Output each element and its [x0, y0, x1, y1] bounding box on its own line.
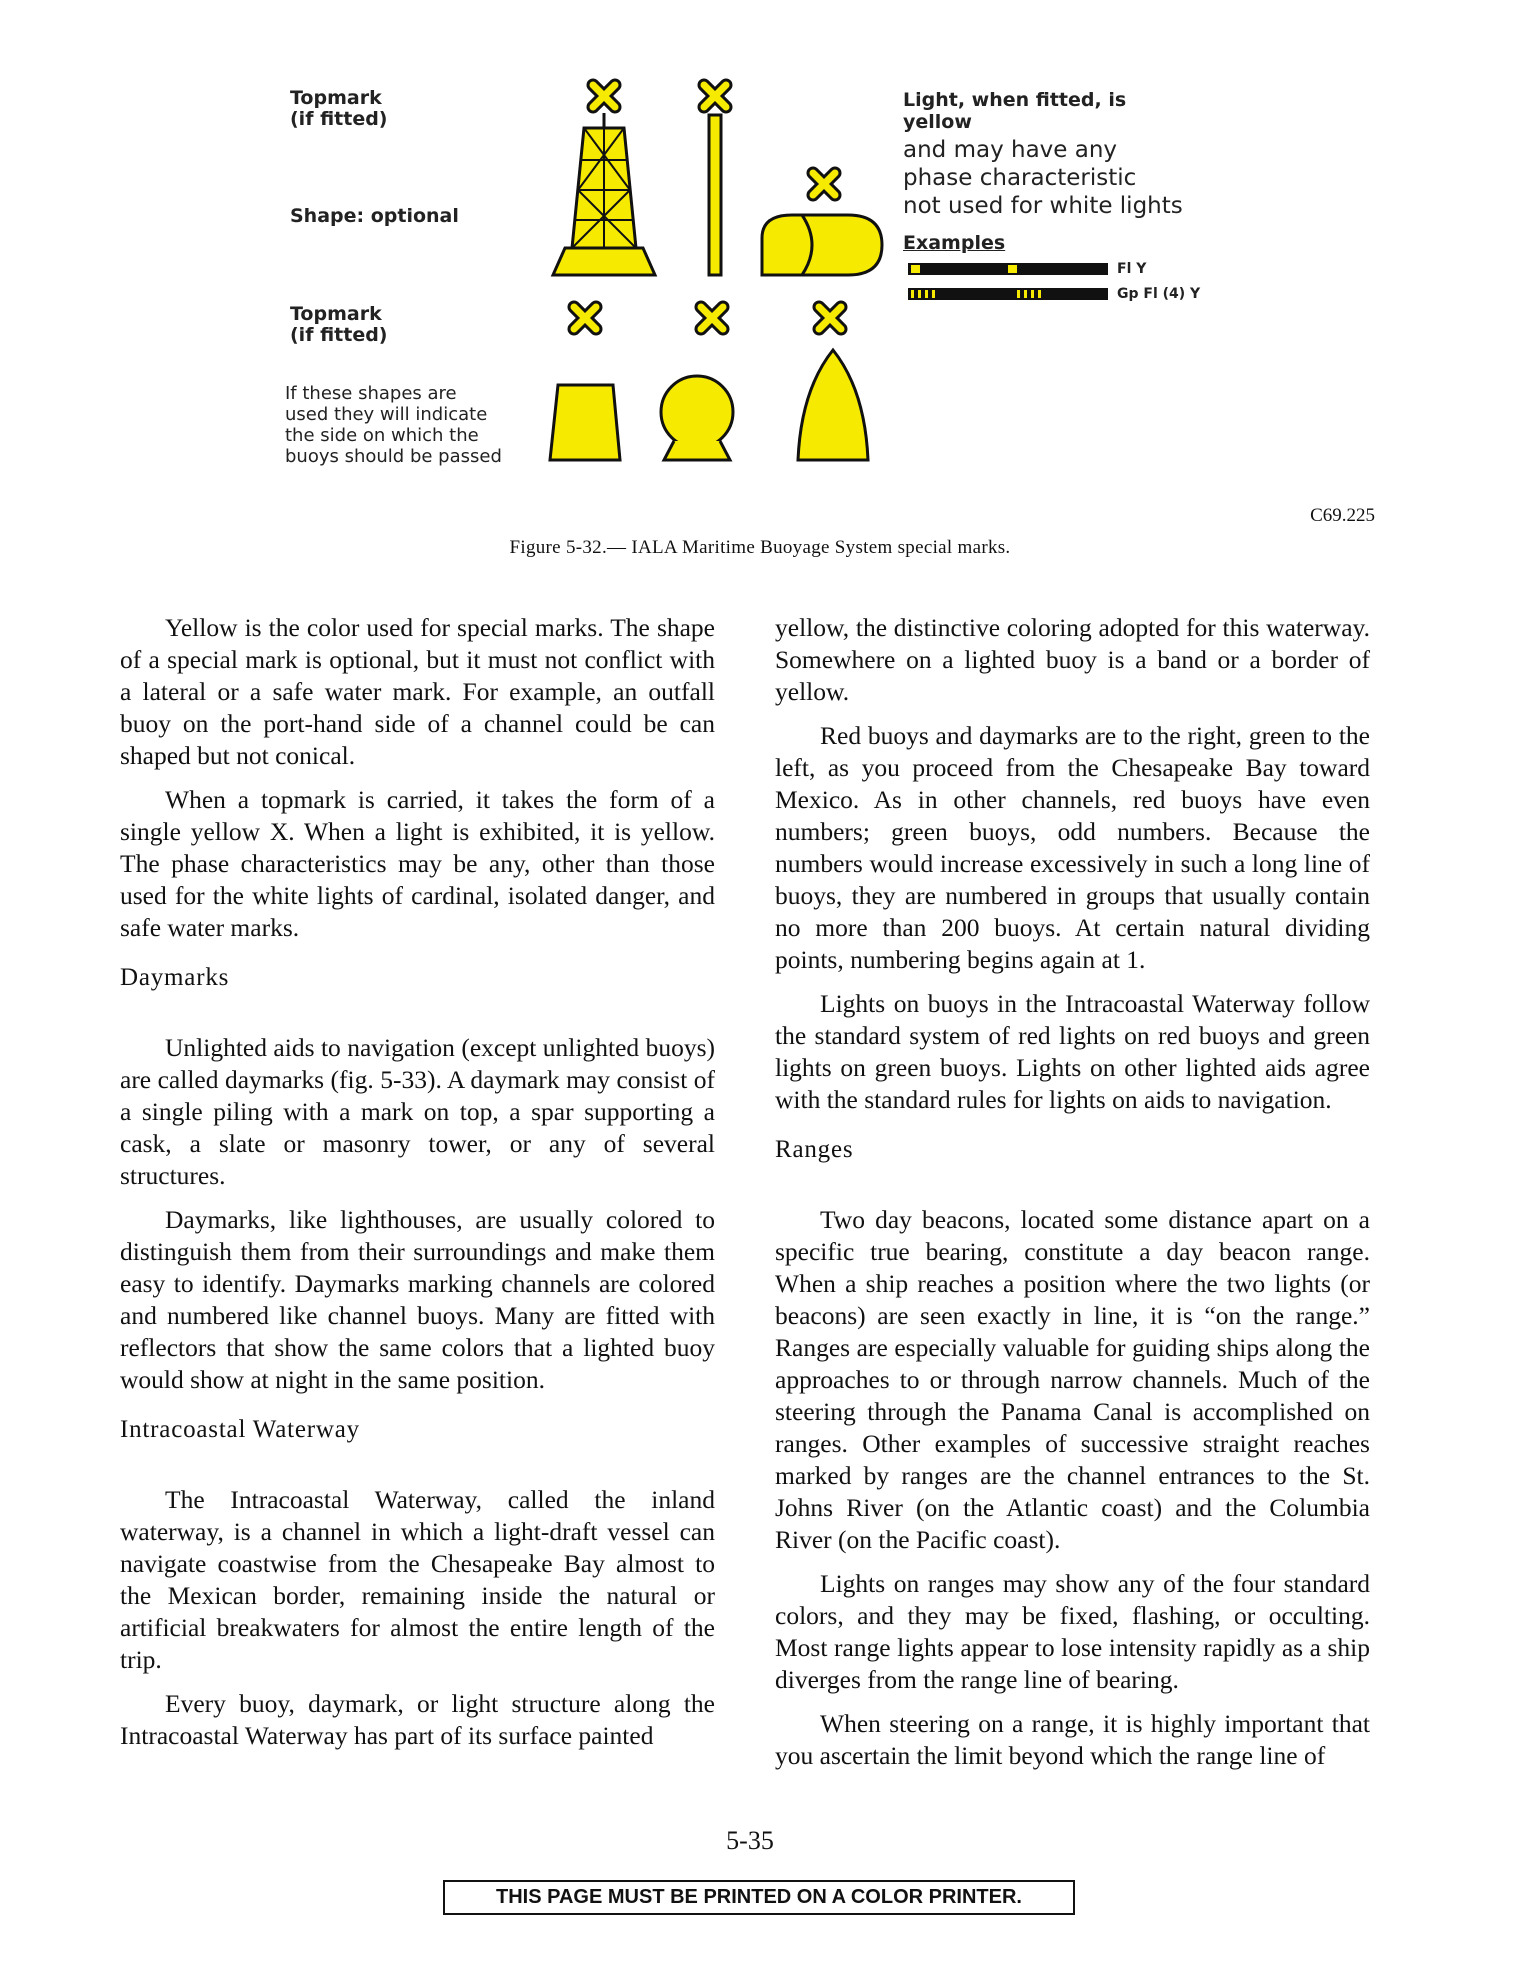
section-heading-intracoastal-waterway: Intracoastal Waterway	[120, 1416, 360, 1443]
topmark-x-icon	[704, 85, 726, 107]
topmark-x-icon	[574, 307, 596, 329]
topmark-x-icon	[701, 307, 723, 329]
shape-optional-label: Shape: optional	[290, 205, 459, 227]
color-printer-notice: THIS PAGE MUST BE PRINTED ON A COLOR PRINTER.	[443, 1880, 1075, 1915]
conical-buoy-icon	[798, 350, 868, 460]
example-fl-y-label: Fl Y	[1117, 261, 1147, 277]
example-gp-fl-4-y-label: Gp Fl (4) Y	[1117, 286, 1201, 302]
paragraph: Every buoy, daymark, or light structure along the Intracoastal Waterway has part of its surface painted	[120, 1689, 715, 1750]
spar-buoy-icon	[709, 115, 721, 275]
paragraph: Red buoys and daymarks are to the right, green to the left, as you proceed from the Chesapeake Bay toward Mexico. As in other channels, red buoys have even numbers; green buoys, odd numbers. Because the numbers would increase excessively in such a long line of buoys, they are numbered in groups that usually contain no more than 200 buoys. At certain natural dividing points, numbering begins again at 1.	[775, 721, 1370, 974]
barrel-buoy-icon	[762, 215, 882, 275]
left-column	[120, 612, 715, 1764]
topmark-label-upper: Topmark (if fitted)	[290, 87, 388, 130]
paragraph: Lights on ranges may show any of the four standard colors, and they may be fixed, flashing, or occulting. Most range lights appear to lose intensity rapidly as a ship diverges from the range line of bearing.	[775, 1569, 1370, 1694]
section-heading-ranges: Ranges	[775, 1136, 854, 1163]
spherical-buoy-icon	[661, 376, 733, 460]
example-gp-fl-4-y-bar	[908, 288, 1108, 300]
topmark-label-lower: Topmark (if fitted)	[290, 303, 388, 346]
light-label-description: and may have any phase characteristic not used for white lights	[903, 137, 1183, 219]
topmark-x-icon	[593, 85, 615, 107]
right-column	[775, 612, 1370, 1784]
pillar-buoy-icon	[553, 113, 655, 275]
paragraph: The Intracoastal Waterway, called the inland waterway, is a channel in which a light-draft vessel can navigate coastwise from the Chesapeake Bay almost to the Mexican border, remaining inside the natural or artificial breakwaters for almost the entire length of the trip.	[120, 1485, 715, 1674]
paragraph: yellow, the distinctive coloring adopted for this waterway. Somewhere on a lighted buoy is a band or a border of yellow.	[775, 613, 1370, 706]
topmark-x-icon	[819, 307, 841, 329]
page-number: 5-35	[726, 1826, 774, 1855]
figure-source-id: C69.225	[1310, 505, 1375, 526]
paragraph: Two day beacons, located some distance apart on a specific true bearing, constitute a day beacon range. When a ship reaches a position where the two lights (or beacons) are seen exactly in line, it is “on the range.” Ranges are especially valuable for guiding ships along the approaches to or through narrow channels. Much of the steering through the Panama Canal is accomplished on ranges. Other examples of successive straight reaches marked by ranges are the channel entrances to the St. Johns River (on the Atlantic coast) and the Columbia River (on the Pacific coast).	[775, 1205, 1370, 1554]
paragraph: When steering on a range, it is highly important that you ascertain the limit beyond which the range line of	[775, 1709, 1370, 1770]
figure-caption: Figure 5-32.— IALA Maritime Buoyage System special marks.	[509, 537, 1011, 558]
paragraph: Yellow is the color used for special marks. The shape of a special mark is optional, but it must not conflict with a lateral or a safe water mark. For example, an outfall buoy on the port-hand side of a channel could be can shaped but not conical.	[120, 613, 715, 770]
examples-label: Examples	[903, 232, 1006, 254]
paragraph: Lights on buoys in the Intracoastal Waterway follow the standard system of red lights on red buoys and green lights on green buoys. Lights on other lighted aids agree with the standard rules for lights on aids to navigation.	[775, 989, 1370, 1114]
paragraph: Daymarks, like lighthouses, are usually colored to distinguish them from their surroundings and make them easy to identify. Daymarks marking channels are colored and numbered like channel buoys. Many are fitted with reflectors that show the same colors that a lighted buoy would show at night in the same position.	[120, 1205, 715, 1394]
can-buoy-icon	[550, 385, 620, 460]
shapes-note-label: If these shapes are used they will indicate the side on which the buoys should be passed	[285, 383, 502, 467]
example-fl-y-bar	[908, 263, 1108, 275]
paragraph: When a topmark is carried, it takes the form of a single yellow X. When a light is exhibited, it is yellow. The phase characteristics may be any, other than those used for the white lights of cardinal, isolated danger, and safe water marks.	[120, 785, 715, 942]
light-label-yellow: yellow	[903, 111, 972, 133]
buoy-illustration	[0, 0, 1530, 500]
section-heading-daymarks: Daymarks	[120, 964, 230, 991]
paragraph: Unlighted aids to navigation (except unlighted buoys) are called daymarks (fig. 5-33). A daymark may consist of a single piling with a mark on top, a spar supporting a cask, a slate or masonry tower, or any of several structures.	[120, 1033, 715, 1190]
light-label-line1: Light, when fitted, is	[903, 89, 1127, 111]
topmark-x-icon	[813, 173, 835, 195]
